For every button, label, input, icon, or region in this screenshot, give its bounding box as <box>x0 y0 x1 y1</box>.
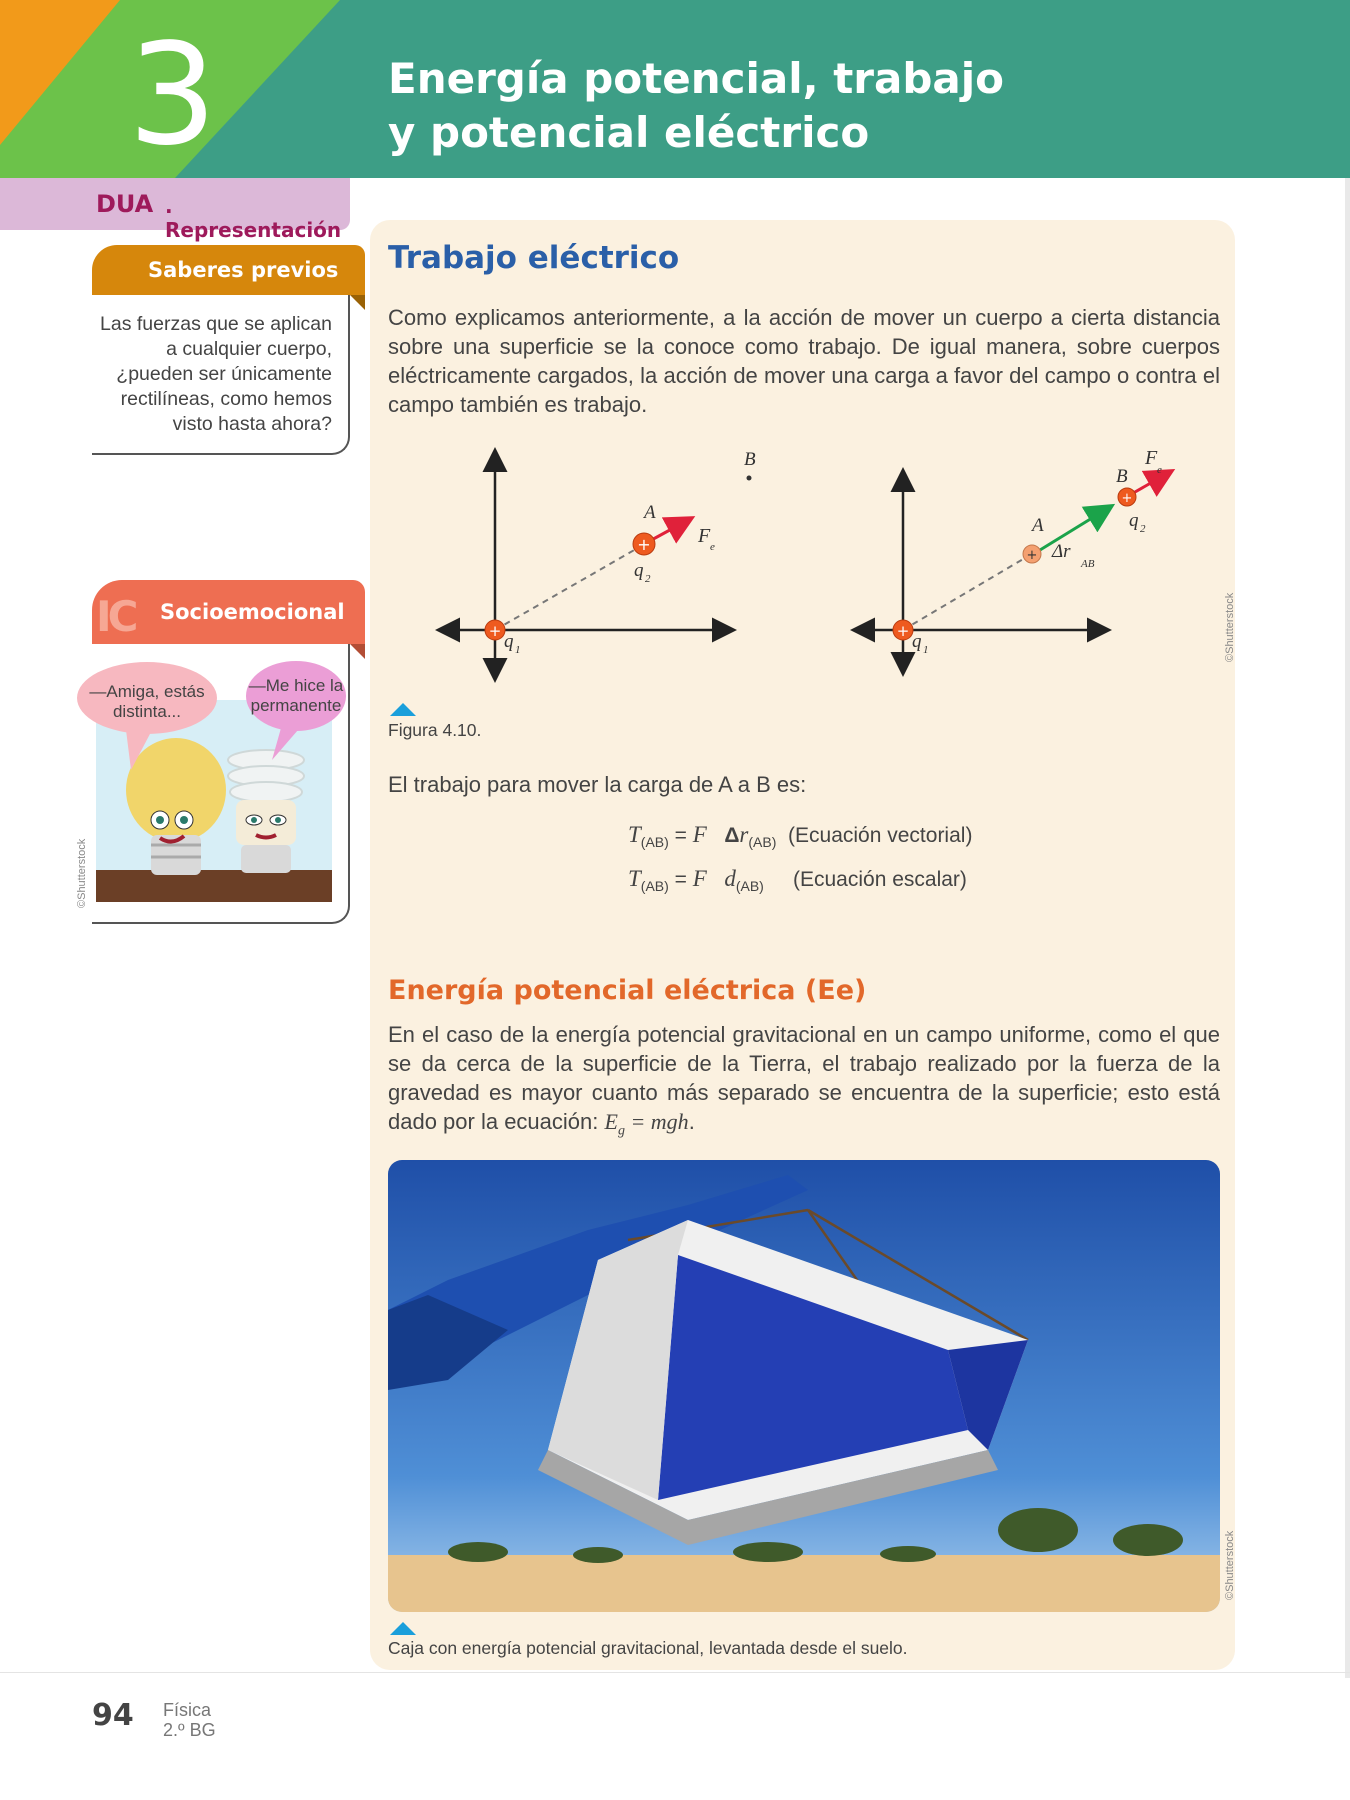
svg-text:+: + <box>896 622 910 640</box>
intro-paragraph: Como explicamos anteriormente, a la acción de mover un cuerpo a cierta distancia sobre una superficie se la conoce como trabajo. De igual manera, sobre cuerpos eléctricamente cargados, la acción de mover una carga a favor del campo o contra el campo también es trabajo. <box>388 305 1220 417</box>
energy-eq-sub: g <box>617 1123 625 1139</box>
speech-bubble-left: —Amiga, estás distinta... <box>89 682 205 721</box>
svg-text:+: + <box>1026 548 1038 563</box>
chapter-title-line2: y potencial eléctrico <box>388 108 870 157</box>
dua-label: DUA <box>96 190 154 218</box>
q2-label-right: q <box>1129 510 1139 531</box>
eq2-d: d <box>724 866 736 891</box>
eq1-t: T <box>628 822 641 847</box>
container-crane-photo <box>388 1160 1220 1612</box>
q2-label-left: q <box>634 560 644 581</box>
photo-caption: Caja con energía potencial gravitacional, levantada desde el suelo. <box>388 1638 908 1658</box>
eq1-f: F <box>692 822 707 847</box>
eq2-t-sub: (AB) <box>640 878 669 895</box>
q2-sub-right: 2 <box>1140 523 1146 535</box>
left-axes <box>440 452 752 678</box>
force-label-left: F <box>698 525 711 547</box>
energy-eq-period: . <box>688 1109 695 1134</box>
tab-fold-shadow <box>350 644 365 659</box>
saberes-previos-text: Las fuerzas que se aplican a cualquier cuerpo, ¿pueden ser únicamente rectilíneas, como hemos visto hasta ahora? <box>100 313 332 435</box>
equation-escalar <box>628 866 967 894</box>
eq2-d-sub: (AB) <box>735 878 764 895</box>
figure-caption: Figura 4.10. <box>388 720 482 740</box>
eq1-t-sub: (AB) <box>640 834 669 851</box>
disp-label-right: Δr <box>1052 541 1071 562</box>
right-axes <box>855 472 1170 672</box>
dua-representacion: . Representación <box>165 194 342 242</box>
eq1-r: r <box>739 822 749 847</box>
saberes-previos-tab <box>92 245 365 295</box>
energy-eq-e: E <box>604 1109 618 1134</box>
section-heading-trabajo: Trabajo eléctrico <box>388 240 680 276</box>
eq2-equals: = <box>668 868 693 891</box>
label-a-left: A <box>644 502 656 523</box>
energy-paragraph <box>388 1020 1220 1145</box>
label-b-left: B <box>744 449 756 470</box>
label-a-right: A <box>1032 515 1044 536</box>
figure-4-10 <box>380 440 1240 690</box>
section-heading-energia: Energía potencial eléctrica (Ee) <box>388 975 867 1006</box>
caption-marker-icon <box>390 703 416 716</box>
q1-sub-left: 1 <box>515 644 521 656</box>
eq1-r-sub: (AB) <box>748 834 777 851</box>
eq2-f: F <box>692 866 707 891</box>
svg-text:+: + <box>488 622 502 640</box>
footer-divider <box>0 1672 1350 1673</box>
force-sub-left: e <box>710 541 715 553</box>
work-intro: El trabajo para mover la carga de A a B es: <box>388 772 807 797</box>
dua-bar <box>0 178 350 242</box>
chapter-header <box>0 0 1350 178</box>
energy-text: En el caso de la energía potencial gravitacional en un campo uniforme, como el que se da cerca de la superficie de la Tierra, el trabajo realizado por la fuerza de la gravedad es mayor cuanto más separado se encuentra de la superficie; esto está dado por la ecuación: <box>388 1022 1220 1134</box>
equation-vectorial <box>628 822 972 850</box>
q1-label-left: q <box>504 631 514 652</box>
eq1-label: (Ecuación vectorial) <box>788 824 973 847</box>
eq1-equals: = <box>668 824 693 847</box>
image-credit: ©Shutterstock <box>76 838 88 908</box>
figure-credit: ©Shutterstock <box>1224 592 1236 662</box>
eq2-label: (Ecuación escalar) <box>793 868 967 891</box>
svg-text:+: + <box>637 535 651 554</box>
caption-marker-icon <box>390 1622 416 1635</box>
q1-label-right: q <box>912 631 922 652</box>
chapter-title-line1: Energía potencial, trabajo <box>388 54 1004 103</box>
tab-fold-shadow <box>350 295 365 310</box>
label-b-right: B <box>1116 466 1128 487</box>
chapter-title <box>388 52 1088 160</box>
speech-bubble-right: —Me hice la permanente <box>248 676 344 715</box>
svg-text:+: + <box>1121 491 1133 506</box>
energy-eq-rest: = mgh <box>624 1109 689 1134</box>
footer-subject <box>163 1700 216 1740</box>
force-label-right: F <box>1145 447 1158 469</box>
force-sub-right: e <box>1157 464 1162 476</box>
eq2-t: T <box>628 866 641 891</box>
saberes-previos-title: Saberes previos <box>148 258 339 282</box>
subject-name: Física <box>163 1700 212 1720</box>
chapter-number: 3 <box>128 14 218 177</box>
grade-level: 2.º BG <box>163 1720 216 1740</box>
page-edge <box>1345 178 1350 1678</box>
photo-credit: ©Shutterstock <box>1224 1530 1236 1600</box>
socioemocional-title: Socioemocional <box>160 600 345 624</box>
q1-sub-right: 1 <box>923 644 929 656</box>
eq1-delta: Δ <box>724 824 740 847</box>
disp-sub-right: AB <box>1081 558 1095 570</box>
ic-logo-icon: IC <box>96 592 135 641</box>
q2-sub-left: 2 <box>645 573 651 585</box>
page-number: 94 <box>92 1698 134 1733</box>
